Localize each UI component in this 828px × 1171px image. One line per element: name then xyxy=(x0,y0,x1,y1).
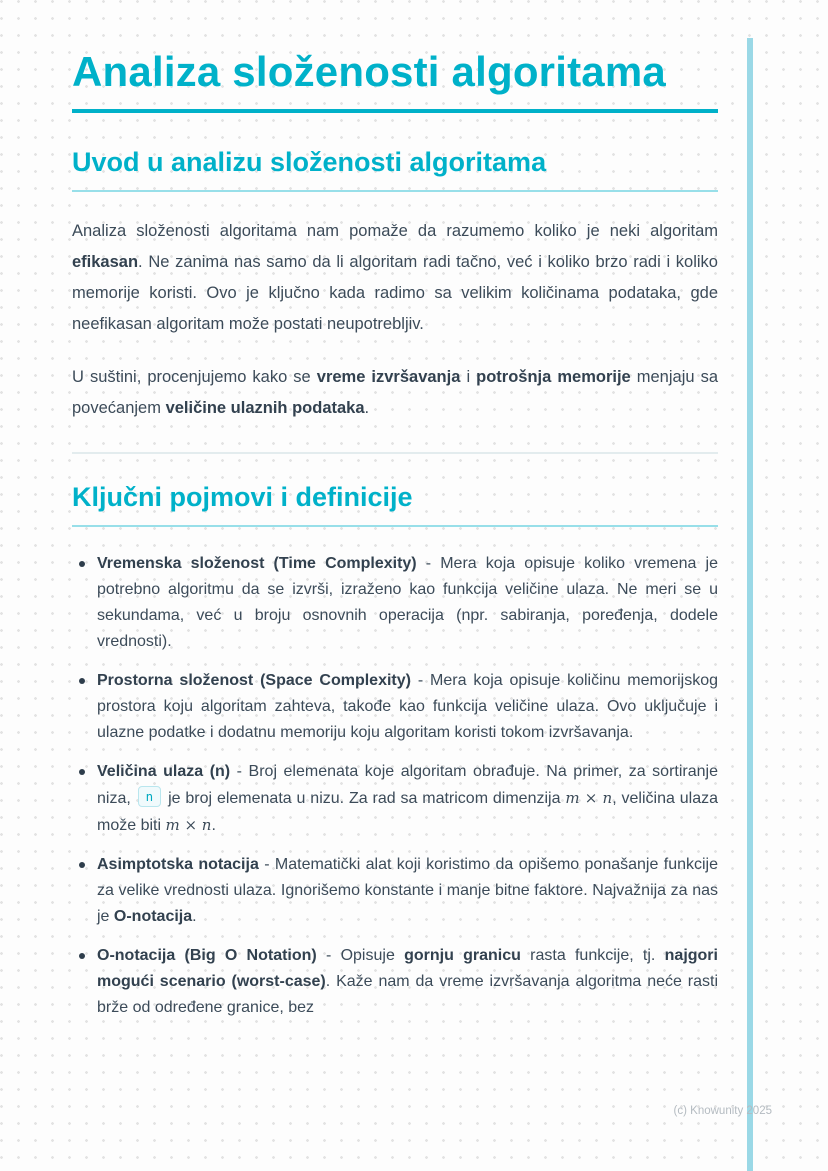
copyright-footer: (c) Knowunity 2025 xyxy=(673,1105,772,1117)
list-item-input-size: Veličina ulaza (n) - Broj elemenata koje algoritam obrađuje. Na primer, za sortiranje niza, n je broj elemenata u nizu. Za rad sa matricom dimenzija m × n, veličina ulaza može biti m × n. xyxy=(72,759,718,839)
definitions-list xyxy=(72,551,718,1021)
title-rule xyxy=(72,109,718,113)
paragraph-intro-2: U suštini, procenjujemo kako se vreme izvršavanja i potrošnja memorije menjaju sa povećanjem veličine ulaznih podataka. xyxy=(72,368,718,418)
paragraph-intro-1: Analiza složenosti algoritama nam pomaže da razumemo koliko je neki algoritam efikasan. Ne zanima nas samo da li algoritam radi tačno, već i koliko brzo radi i koliko memorije koristi. Ovo je ključno kada radimo sa velikim količinama podataka, gde neefikasan algoritam može postati neupotrebljiv. xyxy=(72,222,718,334)
list-item-asymptotic-notation: Asimptotska notacija - Matematički alat koji koristimo da opišemo ponašanje funkcije za velike vrednosti ulaza. Ignorišemo konstante i manje bitne faktore. Najvažnija za nas je O-notacija. xyxy=(72,852,718,930)
section-heading-key-terms: Ključni pojmovi i definicije xyxy=(72,482,718,527)
section-heading-intro: Uvod u analizu složenosti algoritama xyxy=(72,147,718,192)
document-content xyxy=(72,46,718,1034)
section-divider xyxy=(72,452,718,454)
document-title: Analiza složenosti algoritama xyxy=(72,48,666,95)
list-item-time-complexity: Vremenska složenost (Time Complexity) - Mera koja opisuje koliko vremena je potrebno algoritmu da se izvrši, izraženo kao funkcija veličine ulaza. Ne meri se u sekundama, već u broju osnovnih operacija (npr. sabiranja, poređenja, dodele vrednosti). xyxy=(72,551,718,655)
section-intro xyxy=(72,147,718,424)
list-item-space-complexity: Prostorna složenost (Space Complexity) - Mera koja opisuje količinu memorijskog prostora koju algoritam zahteva, takođe kao funkcija veličine ulaza. Ovo uključuje i ulazne podatke i dodatnu memoriju koju algoritam koristi tokom izvršavanja. xyxy=(72,668,718,746)
section-key-terms xyxy=(72,482,718,1021)
list-item-big-o-notation: O-notacija (Big O Notation) - Opisuje gornju granicu rasta funkcije, tj. najgori mogući scenario (worst-case). Kaže nam da vreme izvršavanja algoritma neće rasti brže od određene granice, bez xyxy=(72,943,718,1021)
page-edge-stripe xyxy=(747,38,753,1171)
